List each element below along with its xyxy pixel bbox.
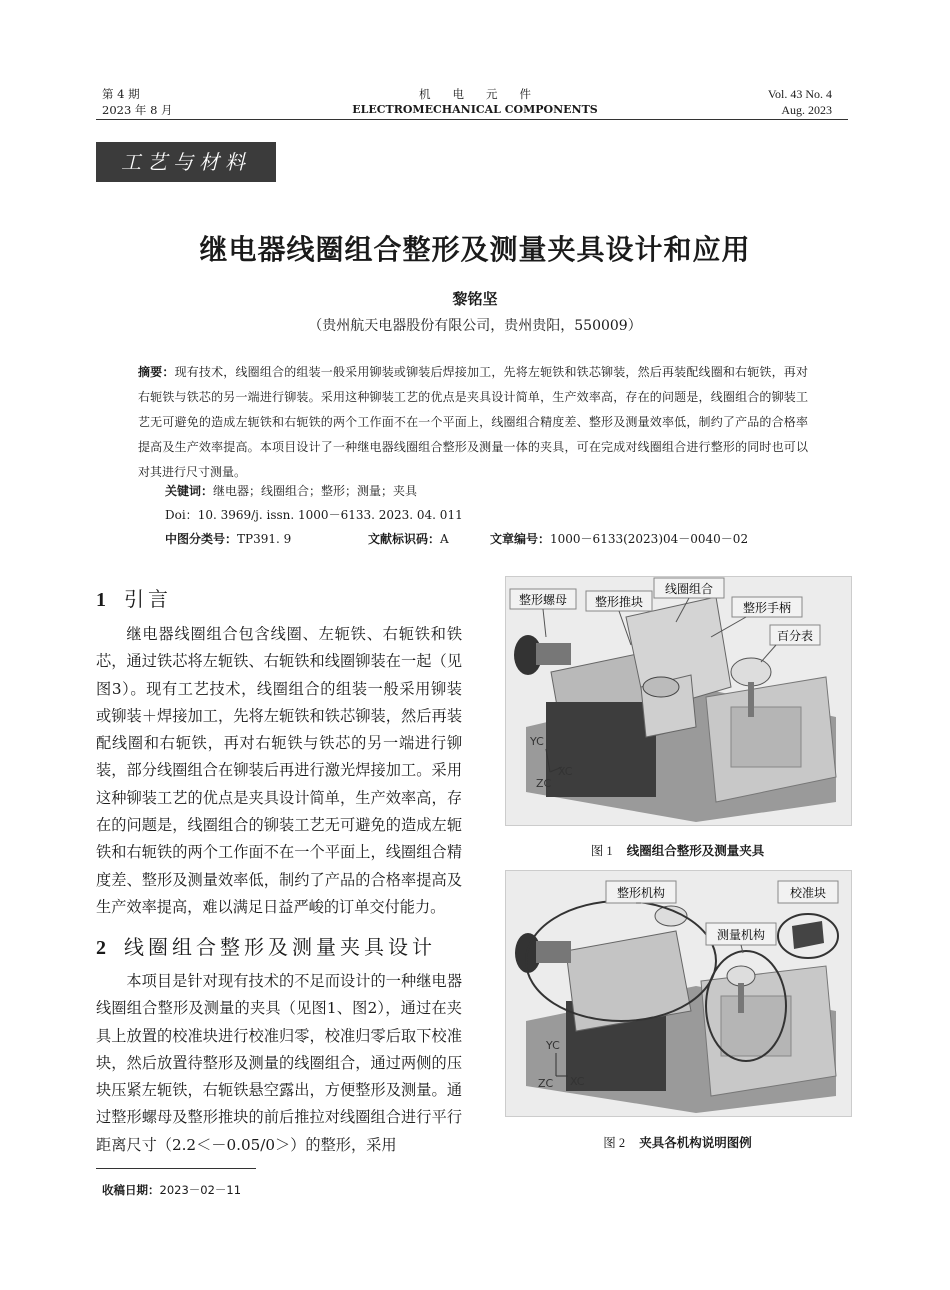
figure-2-image	[505, 870, 852, 1117]
figure-1-caption	[505, 841, 850, 859]
doi	[165, 507, 463, 523]
section-1-heading	[96, 587, 172, 612]
svg-text:整形机构: 整形机构	[616, 886, 666, 900]
affiliation: （贵州航天电器股份有限公司，贵州贵阳，550009）	[308, 318, 642, 334]
callout-measuring-mechanism	[706, 923, 776, 945]
callout-shaping-pusher	[586, 591, 652, 611]
callout-shaping-mechanism	[606, 881, 676, 903]
article-number	[490, 531, 748, 547]
svg-text:百分表: 百分表	[776, 629, 814, 643]
clc-label: 中图分类号：	[165, 532, 238, 546]
received-date	[102, 1182, 241, 1198]
section-1-title: 引言	[124, 587, 172, 611]
dial-gauge	[731, 658, 771, 686]
figure-1-number: 图 1	[590, 844, 613, 858]
section-1-paragraph: 继电器线圈组合包含线圈、左轭铁、右轭铁和铁芯，通过铁芯将左轭铁、右轭铁和线圈铆装在一起（见图3）。现有工艺技术，线圈组合的组装一般采用铆装或铆装＋焊接加工，先将左轭铁和铁芯铆装，然后再装配线圈和右轭铁，再对右轭铁与铁芯的另一端进行铆装，部分线圈组合在铆装后再进行激光焊接加工。采用这种铆装工艺的优点是夹具设计简单，生产效率高，存在的问题是，线圈组合的铆装工艺无可避免的造成左轭铁和右轭铁的两个工作面不在一个平面上，线圈组合精度差、整形及测量效率低，制约了产品的合格率提高及生产效率提高，难以满足日益严峻的订单交付能力。	[96, 625, 462, 916]
fig2-axis-yc: YC	[546, 1039, 560, 1052]
paper-title: 继电器线圈组合整形及测量夹具设计和应用	[199, 233, 751, 266]
svg-text:校准块: 校准块	[789, 886, 827, 900]
issue-number: 第 4 期	[102, 87, 140, 101]
journal-title-en: ELECTROMECHANICAL COMPONENTS	[352, 103, 598, 116]
received-date-value: 2023－02－11	[159, 1183, 242, 1197]
figure-2-caption	[505, 1133, 850, 1151]
keywords-text: 继电器；线圈组合；整形；测量；夹具	[213, 484, 418, 498]
section-2-paragraph: 本项目是针对现有技术的不足而设计的一种继电器线圈组合整形及测量的夹具（见图1、图2），通过在夹具上放置的校准块进行校准归零，校准归零后取下校准块，然后放置待整形及测量的线圈组合，通过两侧的压块压紧左轭铁，右轭铁悬空露出，方便整形及测量。通过整形螺母及整形推块的前后推拉对线圈组合进行平行距离尺寸（2.2＜－0.05/0＞）的整形，采用	[96, 972, 462, 1154]
journal-title-cn: 机电元件	[419, 87, 553, 101]
doc-code	[368, 531, 449, 547]
clc-value: TP391. 9	[237, 532, 292, 546]
fig2-axis-xc: XC	[570, 1075, 585, 1088]
svg-text:线圈组合: 线圈组合	[664, 582, 714, 596]
abstract	[138, 360, 808, 485]
callout-coil-assembly	[654, 578, 724, 598]
header-rule	[96, 119, 848, 120]
footnote-rule	[96, 1168, 256, 1169]
figure-2-drawing	[506, 871, 851, 1116]
author: 黎铭坚	[452, 290, 498, 308]
doi-label: Doi：	[165, 508, 198, 522]
section-tag: 工艺与材料	[96, 142, 276, 182]
axis-zc: ZC	[536, 777, 552, 790]
svg-text:整形螺母: 整形螺母	[518, 593, 568, 607]
issue-date-en: Aug. 2023	[781, 103, 832, 117]
section-2-body	[96, 968, 462, 1159]
callout-dial-indicator	[770, 625, 820, 645]
fixture-base	[546, 702, 656, 797]
svg-text:测量机构: 测量机构	[716, 928, 766, 942]
axis-yc: YC	[530, 735, 544, 748]
svg-text:整形手柄: 整形手柄	[742, 601, 792, 615]
abstract-text: 现有技术，线圈组合的组装一般采用铆装或铆装后焊接加工，先将左轭铁和铁芯铆装，然后再装配线圈和右轭铁，再对右轭铁与铁芯的另一端进行铆装。采用这种铆装工艺的优点是夹具设计简单，生产效率高，存在的问题是，线圈组合的铆装工艺无可避免的造成左轭铁和右轭铁的两个工作面不在一个平面上，线圈组合精度差、整形及测量效率低，制约了产品的合格率提高及生产效率提高。本项目设计了一种继电器线圈组合整形及测量一体的夹具，可在完成对线圈组合进行整形的同时也可以对其进行尺寸测量。	[138, 365, 808, 479]
doc-value: A	[440, 532, 449, 546]
issue-date: 2023 年 8 月	[102, 103, 173, 117]
abstract-label: 摘要：	[138, 365, 175, 379]
art-value: 1000－6133(2023)04－0040－02	[550, 532, 749, 546]
section-2-title: 线圈组合整形及测量夹具设计	[124, 935, 436, 959]
keywords	[165, 483, 417, 499]
svg-text:整形推块: 整形推块	[594, 595, 644, 609]
figure-2-caption-text: 夹具各机构说明图例	[639, 1135, 752, 1150]
callout-shaping-nut	[510, 589, 576, 609]
doc-label: 文献标识码：	[368, 532, 441, 546]
figure-2-number: 图 2	[603, 1136, 626, 1150]
received-date-label: 收稿日期：	[102, 1183, 160, 1197]
doi-text: 10. 3969/j. issn. 1000－6133. 2023. 04. 011	[197, 508, 463, 522]
axis-xc: XC	[558, 765, 573, 778]
section-1-body	[96, 621, 462, 921]
clc-number	[165, 531, 291, 547]
section-2-heading	[96, 935, 436, 960]
fig2-axis-zc: ZC	[538, 1077, 554, 1090]
figure-1-caption-text: 线圈组合整形及测量夹具	[626, 843, 765, 858]
callout-shaping-handle	[732, 597, 802, 617]
callout-calibration-block	[778, 881, 838, 903]
figure-1-image	[505, 576, 852, 826]
art-label: 文章编号：	[490, 532, 551, 546]
figure-1-drawing	[506, 577, 851, 825]
section-1-number: 1	[96, 589, 106, 611]
volume-info: Vol. 43 No. 4	[767, 87, 832, 101]
section-2-number: 2	[96, 937, 106, 959]
keywords-label: 关键词：	[165, 484, 214, 498]
